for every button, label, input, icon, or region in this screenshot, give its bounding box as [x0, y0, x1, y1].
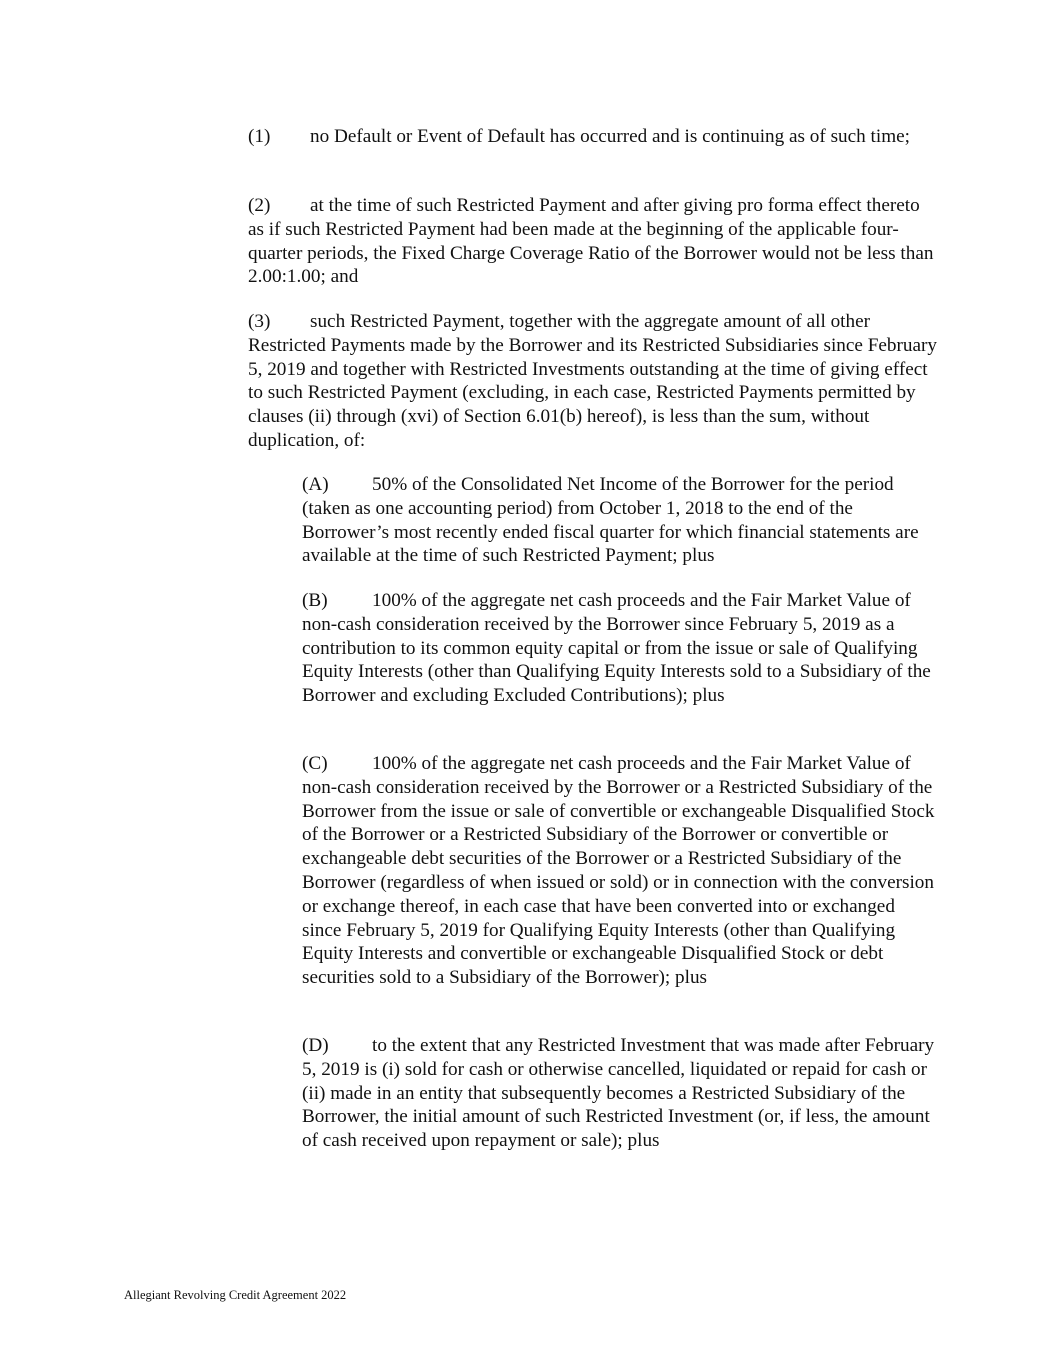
clause-number: (2)	[248, 195, 271, 216]
clause-text: at the time of such Restricted Payment and after giving pro forma effect thereto as if such Restricted Payment had been made at the beginning of the applicable four-quarter periods, the Fixed Charge Coverage Ratio of the Borrower would not be less than 2.00:1.00; and	[248, 195, 934, 288]
clause-number: (3)	[248, 311, 271, 332]
subclause-number: (D)	[302, 1035, 329, 1056]
subclause-text: 100% of the aggregate net cash proceeds and the Fair Market Value of non-cash consideration received by the Borrower or a Restricted Subsidiary of the Borrower from the issue or sale of convertible or exchangeable Disqualified Stock of the Borrower or a Restricted Subsidiary of the Borrower or convertible or exchangeable debt securities of the Borrower or a Restricted Subsidiary of the Borrower (regardless of when issued or sold) or in connection with the conversion or exchange thereof, in each case that have been converted into or exchanged since February 5, 2019 for Qualifying Equity Interests (other than Qualifying Equity Interests and convertible or exchangeable Disqualified Stock or debt securities sold to a Subsidiary of the Borrower); plus	[302, 753, 935, 989]
page-footer: Allegiant Revolving Credit Agreement 2022	[124, 1288, 347, 1302]
subclause-text: to the extent that any Restricted Investment that was made after February 5, 2019 is (i) sold for cash or otherwise cancelled, liquidated or repaid for cash or (ii) made in an entity that subsequently becomes a Restricted Subsidiary of the Borrower, the initial amount of such Restricted Investment (or, if less, the amount of cash received upon repayment or sale); plus	[302, 1035, 935, 1152]
clause-3	[248, 310, 938, 453]
subclause-number: (C)	[302, 753, 328, 774]
clause-text: no Default or Event of Default has occurred and is continuing as of such time;	[310, 126, 910, 147]
subclause-c	[302, 752, 938, 990]
subclause-number: (A)	[302, 474, 329, 495]
subclause-number: (B)	[302, 590, 328, 611]
subclause-text: 50% of the Consolidated Net Income of the Borrower for the period (taken as one accounting period) from October 1, 2018 to the end of the Borrower’s most recently ended fiscal quarter for which financial statements are available at the time of such Restricted Payment; plus	[302, 474, 919, 567]
subclause-a	[302, 473, 938, 568]
subclause-d	[302, 1034, 938, 1153]
clause-2	[248, 194, 938, 289]
clause-number: (1)	[248, 126, 271, 147]
clause-1	[248, 125, 938, 149]
clause-text: such Restricted Payment, together with the aggregate amount of all other Restricted Payments made by the Borrower and its Restricted Subsidiaries since February 5, 2019 and together with Restricted Investments outstanding at the time of giving effect to such Restricted Payment (excluding, in each case, Restricted Payments permitted by clauses (ii) through (xvi) of Section 6.01(b) hereof), is less than the sum, without duplication, of:	[248, 311, 937, 451]
subclause-text: 100% of the aggregate net cash proceeds and the Fair Market Value of non-cash consideration received by the Borrower since February 5, 2019 as a contribution to its common equity capital or from the issue or sale of Qualifying Equity Interests (other than Qualifying Equity Interests sold to a Subsidiary of the Borrower and excluding Excluded Contributions); plus	[302, 590, 931, 707]
subclause-b	[302, 589, 938, 708]
